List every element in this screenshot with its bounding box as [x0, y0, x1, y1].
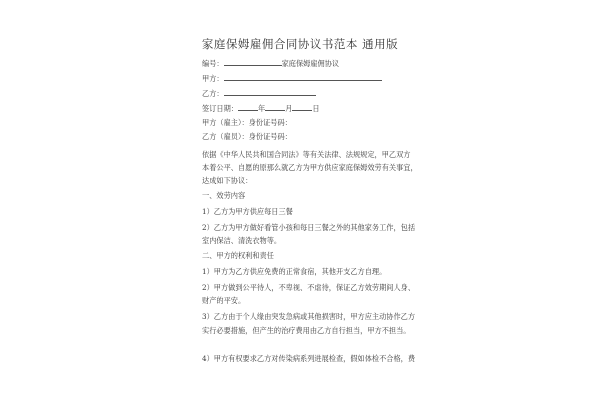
party-b-label: 乙方：: [202, 89, 224, 98]
section2-item-2: 2）甲方做到公平待人，不卑视、不虐待，保证乙方效劳期间人身、: [202, 283, 416, 292]
section2-heading: 二、甲方的权利和责任: [202, 251, 274, 260]
year-blank: [238, 103, 258, 111]
number-value: 家庭保姆雇佣协议: [281, 59, 340, 68]
party-b-employee-line: 乙方（雇员）：身份证号码：: [202, 132, 292, 141]
intro-line-2: 本着公平、自愿的原那么就乙方为甲方供应家庭保姆效劳有关事宜，: [202, 163, 418, 172]
party-b-line: [202, 88, 316, 98]
section1-item-2: 2）乙方为甲方做好看管小孩和每日三餐之外的其他家务工作，包括: [202, 223, 416, 232]
party-a-blank: [224, 73, 382, 81]
section2-item-3-cont: 实行必要措施，但产生的治疗费用由乙方自行担当，甲方不担当。: [202, 326, 411, 335]
section1-item-2-cont: 室内保洁、清洗衣物等。: [202, 236, 282, 245]
number-line: [202, 58, 339, 68]
section2-item-2-cont: 财产的平安。: [202, 296, 246, 305]
number-blank: [224, 58, 282, 66]
month-blank: [265, 103, 285, 111]
party-b-blank: [224, 88, 316, 96]
section2-item-3: 3）乙方由于个人缘由突发急病或其他损害时，甲方应主动协作乙方: [202, 312, 416, 321]
year-label: 年: [257, 104, 266, 113]
number-label: 编号：: [202, 59, 224, 68]
document-title: 家庭保姆雇佣合同协议书范本 通用版: [201, 37, 399, 51]
intro-line-1: 依据《中华人民共和国合同法》等有关法律、法规规定，甲乙双方: [202, 150, 411, 159]
date-label: 签订日期：: [202, 104, 238, 113]
party-a-line: [202, 73, 382, 83]
section1-heading: 一、效劳内容: [202, 191, 246, 200]
day-label: 日: [312, 104, 320, 113]
section2-item-1: 1）甲方为乙方供应免费的正常食宿，其他开支乙方自理。: [202, 267, 387, 276]
date-line: [202, 103, 320, 113]
month-label: 月: [285, 104, 293, 113]
section1-item-1: 1）乙方为甲方供应每日三餐: [202, 207, 293, 216]
section2-item-4: 4）甲方有权要求乙方对传染病系列进展检查，假如体检不合格，费: [202, 354, 416, 363]
party-a-label: 甲方：: [202, 74, 224, 83]
day-blank: [292, 103, 312, 111]
intro-line-3: 达成如下协议：: [202, 176, 253, 185]
party-a-employer-line: 甲方（雇主）：身份证号码：: [202, 118, 292, 127]
